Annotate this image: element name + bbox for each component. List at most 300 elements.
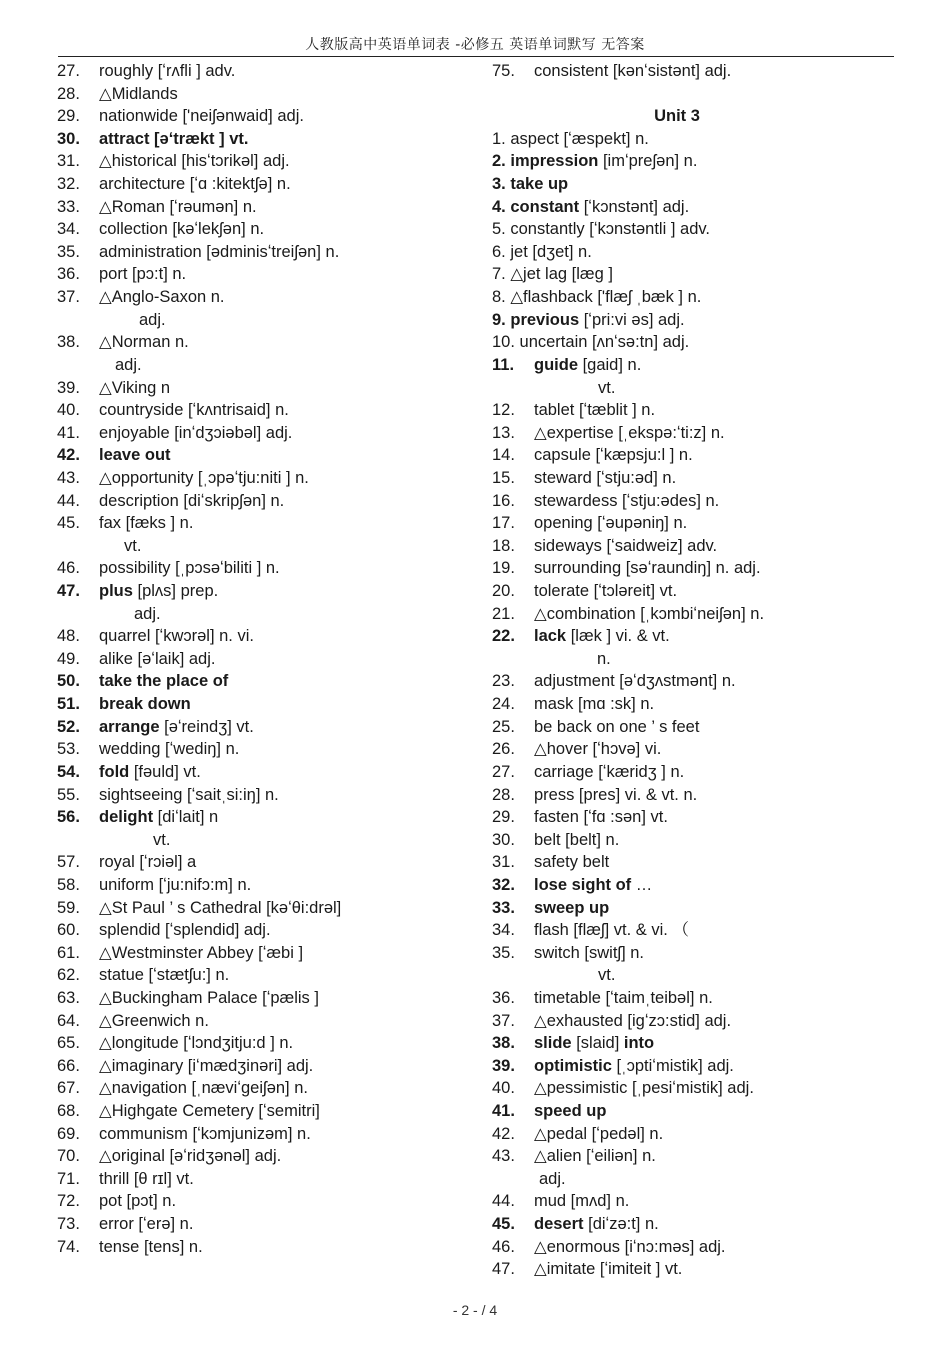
vocab-text: △expertise [ˌekspə:ʻti:z] n. bbox=[534, 423, 725, 442]
vocab-entry bbox=[57, 1100, 477, 1123]
vocab-text: enjoyable [inʻdʒɔiəbəl] adj. bbox=[99, 423, 293, 442]
vocab-text: △Roman [ʻrəumən] n. bbox=[99, 197, 257, 216]
entry-number: 71. bbox=[57, 1169, 80, 1188]
entry-number: 55. bbox=[57, 785, 80, 804]
continuation-text: vt. bbox=[598, 966, 616, 985]
vocab-text: 5. constantly [ʻkɔnstəntli ] adv. bbox=[492, 220, 710, 239]
entry-number: 53. bbox=[57, 740, 80, 759]
vocab-text: arrange [əʻreindʒ] vt. bbox=[99, 717, 254, 736]
vocab-entry bbox=[57, 1145, 477, 1168]
vocab-text: administration [ədminisʻtreiʃən] n. bbox=[99, 242, 340, 261]
vocab-text: △longitude [ʻlɔndʒitju:d ] n. bbox=[99, 1034, 294, 1053]
vocab-text: lose sight of … bbox=[534, 875, 653, 894]
entry-number: 43. bbox=[492, 1147, 515, 1166]
vocab-text: nationwide ['neiʃənwaid] adj. bbox=[99, 107, 304, 126]
vocab-entry bbox=[57, 105, 477, 128]
vocab-entry bbox=[492, 1258, 912, 1281]
vocab-entry bbox=[57, 1168, 477, 1191]
entry-number: 11. bbox=[492, 355, 515, 374]
vocab-entry bbox=[492, 942, 912, 965]
vocab-entry bbox=[57, 422, 477, 445]
vocab-text: guide [gaid] n. bbox=[534, 355, 642, 374]
vocab-entry bbox=[492, 625, 912, 648]
entry-number: 41. bbox=[57, 423, 80, 442]
vocab-entry bbox=[57, 1032, 477, 1055]
vocab-text: △imaginary [iʻmædʒinəri] adj. bbox=[99, 1056, 314, 1075]
vocab-entry bbox=[492, 467, 912, 490]
entry-number: 46. bbox=[57, 559, 80, 578]
entry-number: 43. bbox=[57, 468, 80, 487]
vocab-entry bbox=[57, 1236, 477, 1259]
vocab-entry bbox=[57, 377, 477, 400]
vocab-text: 10. uncertain [ʌnʻsə:tn] adj. bbox=[492, 333, 690, 352]
vocab-text: stewardess [ʻstju:ədes] n. bbox=[534, 491, 720, 510]
entry-continuation bbox=[57, 829, 477, 852]
entry-number: 42. bbox=[57, 446, 80, 465]
vocab-entry bbox=[57, 467, 477, 490]
vocab-entry bbox=[492, 670, 912, 693]
entry-number: 20. bbox=[492, 582, 515, 601]
entry-number: 47. bbox=[57, 582, 80, 601]
vocab-text: delight [diʻlait] n bbox=[99, 808, 219, 827]
vocab-entry bbox=[492, 897, 912, 920]
entry-number: 32. bbox=[57, 175, 80, 194]
vocab-entry bbox=[57, 490, 477, 513]
vocab-text: △original [əʻridʒənəl] adj. bbox=[99, 1147, 282, 1166]
entry-number: 32. bbox=[492, 875, 515, 894]
vocab-entry bbox=[57, 196, 477, 219]
vocab-text: communism [ʻkɔmjunizəm] n. bbox=[99, 1124, 311, 1143]
vocab-text: △Norman n. bbox=[99, 333, 189, 352]
entry-continuation bbox=[492, 648, 912, 671]
vocab-entry bbox=[57, 1077, 477, 1100]
entry-number: 50. bbox=[57, 672, 80, 691]
vocab-text: △navigation [ˌnæviʻgeiʃən] n. bbox=[99, 1079, 308, 1098]
vocab-text: 4. constant [ʻkɔnstənt] adj. bbox=[492, 197, 690, 216]
vocab-entry bbox=[57, 399, 477, 422]
continuation-text: adj. bbox=[539, 1169, 566, 1188]
left-column bbox=[57, 60, 477, 1258]
vocab-text: wedding [ʻwediŋ] n. bbox=[99, 740, 240, 759]
vocab-text: 8. △flashback ['flæʃ ˌbæk ] n. bbox=[492, 288, 702, 307]
vocab-entry bbox=[57, 331, 477, 354]
entry-number: 36. bbox=[57, 265, 80, 284]
entry-continuation bbox=[492, 964, 912, 987]
entry-number: 16. bbox=[492, 491, 515, 510]
vocab-text: △Greenwich n. bbox=[99, 1011, 209, 1030]
vocab-text: roughly [ʻrʌfli ] adv. bbox=[99, 62, 236, 80]
vocab-text: △opportunity [ˌɔpəʻtju:niti ] n. bbox=[99, 468, 309, 487]
vocab-text: architecture [ʻɑ :kitektʃə] n. bbox=[99, 175, 291, 194]
vocab-text: △imitate [ʻimiteit ] vt. bbox=[534, 1260, 683, 1279]
vocab-entry bbox=[492, 851, 912, 874]
vocab-text: optimistic [ˌɔptiʻmistik] adj. bbox=[534, 1056, 734, 1075]
vocab-text: consistent [kənʻsistənt] adj. bbox=[534, 62, 732, 80]
vocab-entry bbox=[57, 1123, 477, 1146]
vocab-entry bbox=[492, 987, 912, 1010]
vocab-entry bbox=[57, 806, 477, 829]
vocab-text: take the place of bbox=[99, 672, 229, 691]
vocab-entry bbox=[492, 444, 912, 467]
entry-number: 45. bbox=[57, 514, 80, 533]
vocab-entry bbox=[492, 535, 912, 558]
continuation-text: vt. bbox=[153, 830, 171, 849]
vocab-text: belt [belt] n. bbox=[534, 830, 620, 849]
vocab-entry bbox=[492, 196, 912, 219]
vocab-text: △Viking n bbox=[99, 378, 171, 397]
vocab-entry bbox=[492, 512, 912, 535]
entry-continuation bbox=[57, 309, 477, 332]
vocab-text: slide [slaid] into bbox=[534, 1034, 655, 1053]
vocab-text: △Westminster Abbey [ʻæbi ] bbox=[99, 943, 304, 962]
continuation-text: vt. bbox=[124, 536, 142, 555]
vocab-entry bbox=[57, 987, 477, 1010]
vocab-entry bbox=[57, 173, 477, 196]
vocab-text: 9. previous [ʻpri:vi əs] adj. bbox=[492, 310, 685, 329]
vocab-entry bbox=[57, 919, 477, 942]
vocab-text: 2. impression [imʻpreʃən] n. bbox=[492, 152, 698, 171]
vocab-text: lack [læk ] vi. & vt. bbox=[534, 627, 670, 646]
vocab-text: capsule [ʻkæpsju:l ] n. bbox=[534, 446, 693, 465]
entry-number: 29. bbox=[57, 107, 80, 126]
vocab-entry bbox=[492, 354, 912, 377]
vocab-text: possibility [ˌpɔsəʻbiliti ] n. bbox=[99, 559, 280, 578]
entry-number: 31. bbox=[57, 152, 80, 171]
entry-number: 54. bbox=[57, 762, 80, 781]
entry-number: 27. bbox=[492, 762, 515, 781]
vocab-text: desert [diʻzə:t] n. bbox=[534, 1215, 659, 1234]
vocab-text: switch [switʃ] n. bbox=[534, 943, 645, 962]
vocab-text: speed up bbox=[534, 1102, 607, 1121]
vocab-text: △Highgate Cemetery [ʻsemitri] bbox=[99, 1102, 320, 1121]
vocab-entry bbox=[57, 580, 477, 603]
vocab-entry bbox=[57, 1055, 477, 1078]
entry-number: 17. bbox=[492, 514, 515, 533]
continuation-text: n. bbox=[597, 649, 611, 668]
entry-number: 38. bbox=[57, 333, 80, 352]
vocab-entry bbox=[57, 83, 477, 106]
vocab-entry bbox=[492, 580, 912, 603]
vocab-entry bbox=[57, 964, 477, 987]
entry-number: 18. bbox=[492, 536, 515, 555]
entry-number: 49. bbox=[57, 649, 80, 668]
vocab-text: fasten [ʻfɑ :sən] vt. bbox=[534, 808, 668, 827]
vocab-text: countryside [ʻkʌntrisaid] n. bbox=[99, 401, 289, 420]
entry-number: 44. bbox=[492, 1192, 515, 1211]
vocab-text: △exhausted [igʻzɔ:stid] adj. bbox=[534, 1011, 732, 1030]
entry-number: 34. bbox=[57, 220, 80, 239]
vocab-text: attract [əʻtrækt ] vt. bbox=[99, 129, 249, 148]
entry-number: 74. bbox=[57, 1237, 80, 1256]
entry-number: 75. bbox=[492, 62, 515, 80]
entry-number: 52. bbox=[57, 717, 80, 736]
vocab-text: uniform [ʻju:nifɔ:m] n. bbox=[99, 875, 252, 894]
vocab-text: flash [flæʃ] vt. & vi. （ bbox=[534, 921, 689, 940]
vocab-text: collection [kəʻlekʃən] n. bbox=[99, 220, 265, 239]
entry-number: 39. bbox=[57, 378, 80, 397]
vocab-text: △hover [ʻhɔvə] vi. bbox=[534, 740, 662, 759]
vocab-entry bbox=[492, 829, 912, 852]
vocab-entry bbox=[57, 874, 477, 897]
entry-number: 29. bbox=[492, 808, 515, 827]
vocab-text: △Anglo-Saxon n. bbox=[99, 288, 225, 307]
entry-continuation bbox=[57, 535, 477, 558]
vocab-text: △alien [ʻeiliən] n. bbox=[534, 1147, 656, 1166]
vocab-text: break down bbox=[99, 695, 191, 714]
entry-number: 59. bbox=[57, 898, 80, 917]
vocab-entry bbox=[492, 761, 912, 784]
entry-number: 24. bbox=[492, 695, 515, 714]
vocab-entry bbox=[492, 1032, 912, 1055]
vocab-entry bbox=[57, 1010, 477, 1033]
vocab-text: be back on one ’ s feet bbox=[534, 717, 700, 736]
vocab-text: tolerate [ʻtɔləreit] vt. bbox=[534, 582, 678, 601]
vocab-entry bbox=[492, 1145, 912, 1168]
vocab-entry bbox=[492, 1055, 912, 1078]
entry-number: 67. bbox=[57, 1079, 80, 1098]
vocab-text: △enormous [iʻnɔ:məs] adj. bbox=[534, 1237, 726, 1256]
vocab-text: △pedal [ʻpedəl] n. bbox=[534, 1124, 664, 1143]
vocab-entry bbox=[57, 444, 477, 467]
entry-number: 39. bbox=[492, 1056, 515, 1075]
vocab-entry bbox=[492, 150, 912, 173]
vocab-text: carriage [ʻkæridʒ ] n. bbox=[534, 762, 685, 781]
vocab-entry bbox=[57, 557, 477, 580]
vocab-entry bbox=[492, 716, 912, 739]
vocab-entry bbox=[57, 218, 477, 241]
vocab-text: alike [əʻlaik] adj. bbox=[99, 649, 216, 668]
entry-number: 36. bbox=[492, 988, 515, 1007]
vocab-entry bbox=[57, 1190, 477, 1213]
vocab-text: sightseeing [ʻsaitˌsi:iŋ] n. bbox=[99, 785, 279, 804]
vocab-text: quarrel [ʻkwɔrəl] n. vi. bbox=[99, 627, 254, 646]
vocab-entry bbox=[492, 1077, 912, 1100]
vocab-text: mud [mʌd] n. bbox=[534, 1192, 630, 1211]
entry-number: 22. bbox=[492, 627, 515, 646]
entry-number: 40. bbox=[492, 1079, 515, 1098]
vocab-entry bbox=[57, 1213, 477, 1236]
entry-number: 28. bbox=[492, 785, 515, 804]
entry-number: 45. bbox=[492, 1215, 515, 1234]
vocab-text: safety belt bbox=[534, 853, 610, 872]
entry-number: 34. bbox=[492, 921, 515, 940]
entry-number: 14. bbox=[492, 446, 515, 465]
vocab-text: mask [mɑ :sk] n. bbox=[534, 695, 655, 714]
vocab-entry bbox=[492, 784, 912, 807]
entry-continuation bbox=[492, 377, 912, 400]
entry-number: 25. bbox=[492, 717, 515, 736]
entry-number: 65. bbox=[57, 1034, 80, 1053]
unit-title: Unit 3 bbox=[654, 107, 700, 126]
header-rule bbox=[58, 56, 894, 57]
vocab-entry bbox=[57, 693, 477, 716]
entry-number: 64. bbox=[57, 1011, 80, 1030]
entry-number: 33. bbox=[57, 197, 80, 216]
entry-number: 12. bbox=[492, 401, 515, 420]
entry-number: 28. bbox=[57, 84, 80, 103]
vocab-entry bbox=[492, 557, 912, 580]
entry-number: 42. bbox=[492, 1124, 515, 1143]
entry-number: 33. bbox=[492, 898, 515, 917]
entry-number: 13. bbox=[492, 423, 515, 442]
vocab-entry bbox=[492, 1190, 912, 1213]
vocab-text: statue [ʻstætʃu:] n. bbox=[99, 966, 230, 985]
continuation-text: adj. bbox=[115, 355, 142, 374]
vocab-entry bbox=[492, 331, 912, 354]
vocab-text: error [ʻerə] n. bbox=[99, 1215, 194, 1234]
vocab-text: thrill [θ rɪl] vt. bbox=[99, 1169, 194, 1188]
entry-number: 37. bbox=[57, 288, 80, 307]
vocab-text: tense [tens] n. bbox=[99, 1237, 203, 1256]
vocab-entry bbox=[57, 128, 477, 151]
vocab-entry bbox=[57, 851, 477, 874]
entry-continuation bbox=[57, 603, 477, 626]
entry-number: 19. bbox=[492, 559, 515, 578]
entry-number: 31. bbox=[492, 853, 515, 872]
vocab-entry bbox=[492, 60, 912, 83]
vocab-text: press [pres] vi. & vt. n. bbox=[534, 785, 698, 804]
vocab-entry bbox=[57, 625, 477, 648]
page-header: 人教版高中英语单词表 -必修五 英语单词默写 无答案 bbox=[305, 37, 645, 53]
vocab-text: 3. take up bbox=[492, 175, 569, 194]
continuation-text: vt. bbox=[598, 378, 616, 397]
entry-number: 56. bbox=[57, 808, 80, 827]
vocab-entry bbox=[492, 309, 912, 332]
vocab-text: port [pɔ:t] n. bbox=[99, 265, 187, 284]
vocab-text: description [diʻskripʃən] n. bbox=[99, 491, 285, 510]
entry-number: 57. bbox=[57, 853, 80, 872]
vocab-entry bbox=[57, 241, 477, 264]
vocab-entry bbox=[492, 173, 912, 196]
vocab-entry bbox=[492, 422, 912, 445]
vocab-text: △Buckingham Palace [ʻpælis ] bbox=[99, 988, 319, 1007]
page-footer: - 2 - / 4 bbox=[452, 1302, 498, 1318]
entry-number: 47. bbox=[492, 1260, 515, 1279]
entry-number: 27. bbox=[57, 62, 80, 80]
vocab-text: △Midlands bbox=[99, 84, 178, 103]
entry-number: 48. bbox=[57, 627, 80, 646]
vocab-text: surrounding [səʻraundiŋ] n. adj. bbox=[534, 559, 761, 578]
entry-number: 46. bbox=[492, 1237, 515, 1256]
vocab-text: timetable [ʻtaimˌteibəl] n. bbox=[534, 988, 713, 1007]
entry-number: 68. bbox=[57, 1102, 80, 1121]
entry-number: 60. bbox=[57, 921, 80, 940]
vocab-entry bbox=[492, 1010, 912, 1033]
entry-number: 51. bbox=[57, 695, 80, 714]
entry-number: 62. bbox=[57, 966, 80, 985]
vocab-text: sideways [ʻsaidweiz] adv. bbox=[534, 536, 718, 555]
right-column bbox=[492, 60, 912, 1281]
vocab-text: leave out bbox=[99, 446, 171, 465]
entry-number: 44. bbox=[57, 491, 80, 510]
entry-number: 37. bbox=[492, 1011, 515, 1030]
vocab-text: adjustment [əʻdʒʌstmənt] n. bbox=[534, 672, 736, 691]
continuation-text: adj. bbox=[139, 310, 166, 329]
vocab-text: fold [fəuld] vt. bbox=[99, 762, 201, 781]
vocab-entry bbox=[492, 1236, 912, 1259]
vocab-entry bbox=[492, 399, 912, 422]
vocab-text: tablet [ʻtæblit ] n. bbox=[534, 401, 656, 420]
vocab-entry bbox=[57, 286, 477, 309]
vocab-text: △historical [hisʻtɔrikəl] adj. bbox=[99, 152, 290, 171]
vocab-entry bbox=[492, 263, 912, 286]
entry-continuation bbox=[57, 354, 477, 377]
vocab-text: opening [ʻəupəniŋ] n. bbox=[534, 514, 688, 533]
vocab-entry bbox=[492, 1100, 912, 1123]
entry-number: 15. bbox=[492, 468, 515, 487]
entry-continuation bbox=[492, 1168, 912, 1191]
entry-number: 26. bbox=[492, 740, 515, 759]
vocab-text: plus [plʌs] prep. bbox=[99, 582, 219, 601]
vocab-entry bbox=[492, 286, 912, 309]
vocab-text: △combination [ˌkɔmbiʻneiʃən] n. bbox=[534, 604, 765, 623]
entry-number: 69. bbox=[57, 1124, 80, 1143]
vocab-entry bbox=[57, 942, 477, 965]
vocab-entry bbox=[492, 128, 912, 151]
vocab-entry bbox=[492, 241, 912, 264]
vocab-entry bbox=[492, 1213, 912, 1236]
vocab-text: △pessimistic [ˌpesiʻmistik] adj. bbox=[534, 1079, 754, 1098]
entry-number: 38. bbox=[492, 1034, 515, 1053]
vocab-entry bbox=[492, 490, 912, 513]
entry-number: 30. bbox=[492, 830, 515, 849]
vocab-entry bbox=[57, 648, 477, 671]
vocab-entry bbox=[492, 218, 912, 241]
vocab-text: △St Paul ’ s Cathedral [kəʻθi:drəl] bbox=[99, 898, 342, 917]
entry-number: 23. bbox=[492, 672, 515, 691]
entry-number: 70. bbox=[57, 1147, 80, 1166]
entry-number: 35. bbox=[492, 943, 515, 962]
vocab-text: pot [pɔt] n. bbox=[99, 1192, 177, 1211]
entry-number: 73. bbox=[57, 1215, 80, 1234]
vocab-entry bbox=[492, 603, 912, 626]
entry-number: 58. bbox=[57, 875, 80, 894]
vocab-entry bbox=[492, 1123, 912, 1146]
vocab-entry bbox=[57, 60, 477, 83]
entry-number: 72. bbox=[57, 1192, 80, 1211]
vocab-text: 7. △jet lag [læg ] bbox=[492, 265, 613, 284]
entry-number: 21. bbox=[492, 604, 515, 623]
entry-number: 63. bbox=[57, 988, 80, 1007]
vocab-text: royal [ʻrɔiəl] a bbox=[99, 853, 197, 872]
vocab-entry bbox=[492, 874, 912, 897]
continuation-text: adj. bbox=[134, 604, 161, 623]
vocab-entry bbox=[57, 738, 477, 761]
vocab-text: splendid [ʻsplendid] adj. bbox=[99, 921, 271, 940]
vocab-entry bbox=[57, 150, 477, 173]
vocab-entry bbox=[492, 738, 912, 761]
vocab-entry bbox=[57, 784, 477, 807]
vocab-entry bbox=[57, 512, 477, 535]
vocab-text: fax [fæks ] n. bbox=[99, 514, 194, 533]
entry-number: 41. bbox=[492, 1102, 515, 1121]
vocab-entry bbox=[57, 263, 477, 286]
vocab-text: sweep up bbox=[534, 898, 610, 917]
vocab-entry bbox=[492, 919, 912, 942]
vocab-text: 6. jet [dʒet] n. bbox=[492, 242, 592, 261]
vocab-entry bbox=[57, 897, 477, 920]
entry-number: 30. bbox=[57, 129, 80, 148]
entry-number: 66. bbox=[57, 1056, 80, 1075]
vocab-entry bbox=[492, 806, 912, 829]
entry-number: 35. bbox=[57, 242, 80, 261]
entry-number: 40. bbox=[57, 401, 80, 420]
entry-number: 61. bbox=[57, 943, 80, 962]
vocab-entry bbox=[57, 761, 477, 784]
vocab-text: steward [ʻstju:əd] n. bbox=[534, 468, 677, 487]
blank-line bbox=[492, 83, 912, 106]
vocab-entry bbox=[492, 693, 912, 716]
